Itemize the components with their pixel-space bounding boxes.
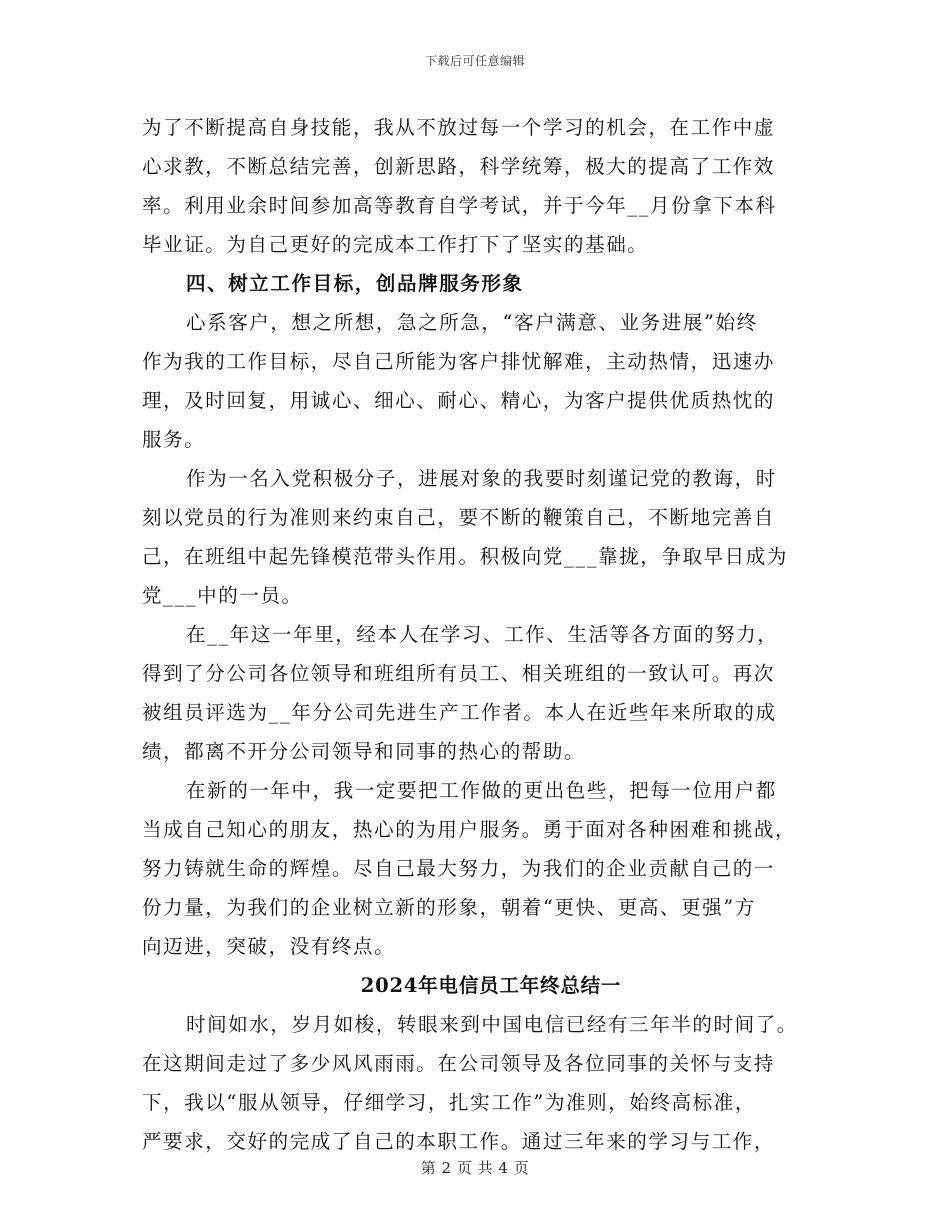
paragraph-line: 得到了分公司各位领导和班组所有员工、相关班组的一致认可。再次 <box>142 662 776 685</box>
paragraph-line: 党___中的一员。 <box>142 584 303 607</box>
section-heading: 四、树立工作目标，创品牌服务形象 <box>186 272 524 295</box>
paragraph-line: 被组员评选为__年分公司先进生产工作者。本人在近些年来所取的成 <box>142 701 777 724</box>
page-number-footer: 第 2 页 共 4 页 <box>420 1159 530 1177</box>
article-title: 2024年电信员工年终总结一 <box>360 974 622 997</box>
paragraph-line: 下，我以“服从领导，仔细学习，扎实工作”为准则，始终高标准， <box>142 1091 756 1114</box>
paragraph-line: 毕业证。为自己更好的完成本工作打下了坚实的基础。 <box>142 233 649 256</box>
paragraph-line: 作为一名入党积极分子，进展对象的我要时刻谨记党的教诲，时 <box>186 467 777 490</box>
paragraph-line: 理，及时回复，用诚心、细心、耐心、精心，为客户提供优质热忱的 <box>142 389 776 412</box>
paragraph-line: 在这期间走过了多少风风雨雨。在公司领导及各位同事的关怀与支持 <box>142 1052 776 1075</box>
paragraph-line: 当成自己知心的朋友，热心的为用户服务。勇于面对各种困难和挑战， <box>142 818 797 841</box>
paragraph-line: 率。利用业余时间参加高等教育自学考试，并于今年__月份拿下本科 <box>142 194 777 217</box>
paragraph-line: 时间如水，岁月如梭，转眼来到中国电信已经有三年半的时间了。 <box>186 1013 798 1036</box>
paragraph-line: 绩，都离不开分公司领导和同事的热心的帮助。 <box>142 740 586 763</box>
paragraph-line: 心系客户，想之所想，急之所急，“客户满意、业务进展”始终 <box>186 311 758 334</box>
paragraph-line: 在__年这一年里，经本人在学习、工作、生活等各方面的努力， <box>186 623 779 646</box>
header-note: 下载后可任意编辑 <box>424 54 525 68</box>
paragraph-line: 作为我的工作目标，尽自己所能为客户排忧解难，主动热情，迅速办 <box>142 350 776 373</box>
paragraph-line: 心求教，不断总结完善，创新思路，科学统筹，极大的提高了工作效 <box>142 155 776 178</box>
paragraph-line: 严要求，交好的完成了自己的本职工作。通过三年来的学习与工作， <box>142 1130 776 1153</box>
paragraph-line: 向迈进，突破，没有终点。 <box>142 935 396 958</box>
paragraph-line: 在新的一年中，我一定要把工作做的更出色些，把每一位用户都 <box>186 779 777 802</box>
paragraph-line: 份力量，为我们的企业树立新的形象，朝着“更快、更高、更强”方 <box>142 896 756 919</box>
document-body <box>142 108 810 1161</box>
paragraph-line: 服务。 <box>142 428 206 451</box>
paragraph-line: 努力铸就生命的辉煌。尽自己最大努力，为我们的企业贡献自己的一 <box>142 857 776 880</box>
paragraph-line: 为了不断提高自身技能，我从不放过每一个学习的机会，在工作中虚 <box>142 116 776 139</box>
paragraph-line: 己，在班组中起先锋模范带头作用。积极向党___靠拢，争取早日成为 <box>142 545 788 568</box>
paragraph-line: 刻以党员的行为准则来约束自己，要不断的鞭策自己，不断地完善自 <box>142 506 776 529</box>
